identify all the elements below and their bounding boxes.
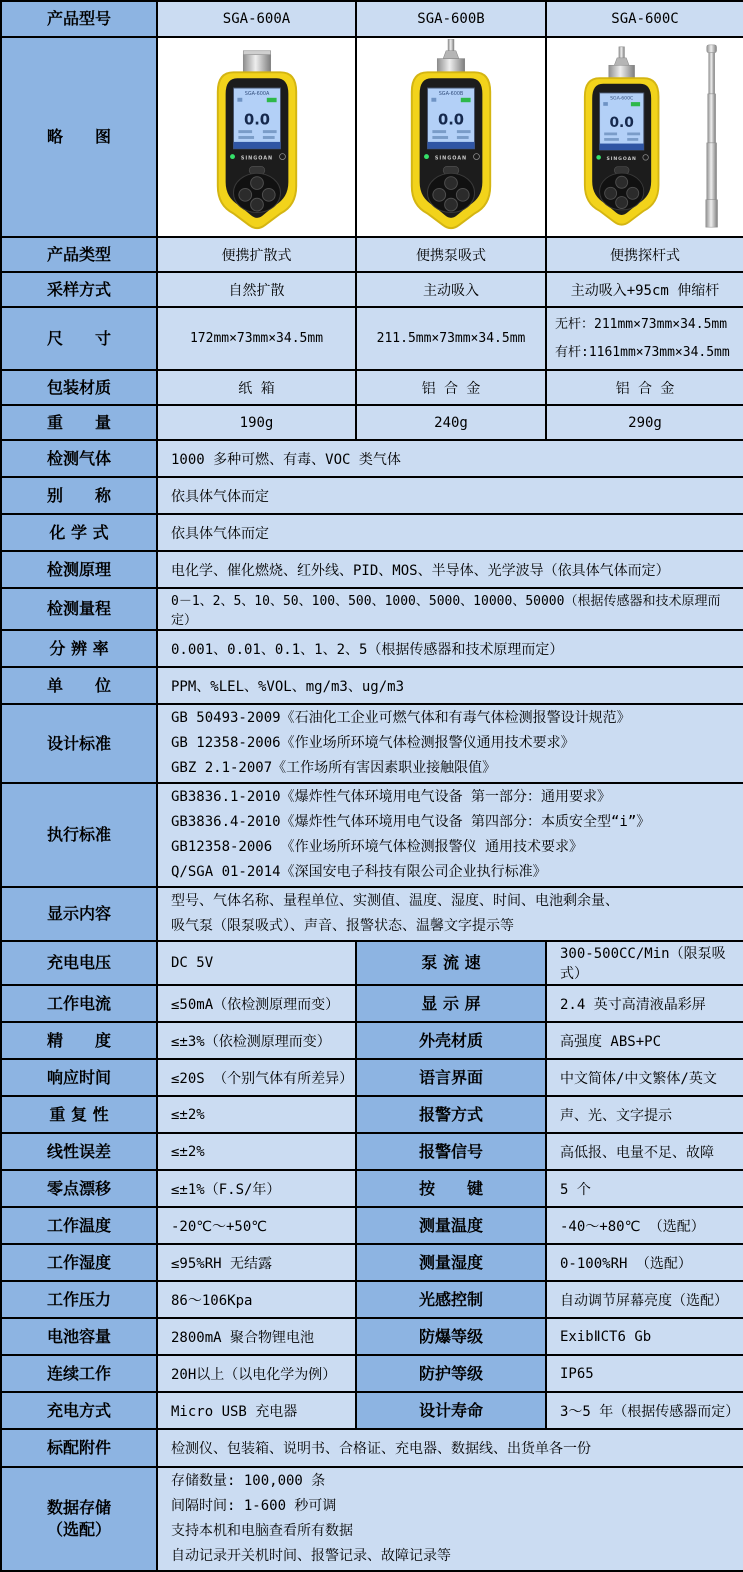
spec-label: 执行标准 bbox=[1, 783, 157, 887]
spec-value: 主动吸入 bbox=[356, 272, 546, 307]
spec-value: 高低报、电量不足、故障 bbox=[546, 1133, 743, 1170]
standard-line: GB3836.1-2010《爆炸性气体环境用电气设备 第一部分：通用要求》 bbox=[171, 789, 612, 805]
spec-value: DC 5V bbox=[157, 941, 356, 985]
spec-label: 充电电压 bbox=[1, 941, 157, 985]
telescopic-rod bbox=[706, 45, 718, 227]
spec-value bbox=[157, 783, 743, 887]
display-content-line: 型号、气体名称、量程单位、实测值、温度、湿度、时间、电池剩余量、 bbox=[171, 893, 619, 909]
row-work-temp-measure-temp bbox=[1, 1207, 743, 1244]
spec-label: 报警方式 bbox=[356, 1096, 546, 1133]
row-linearity-alarm-signal bbox=[1, 1133, 743, 1170]
spec-value: ExibⅡCT6 Gb bbox=[546, 1318, 743, 1355]
right-button-shape bbox=[627, 187, 639, 199]
spec-label: 包装材质 bbox=[1, 370, 157, 405]
row-dimensions bbox=[1, 307, 743, 370]
spec-value: ≤±2% bbox=[157, 1096, 356, 1133]
row-sketch bbox=[1, 37, 743, 237]
spec-value: IP65 bbox=[546, 1355, 743, 1392]
lcd-info-bar bbox=[627, 133, 640, 136]
spec-label: 泵 流 速 bbox=[356, 941, 546, 985]
spec-label: 显 示 屏 bbox=[356, 985, 546, 1022]
spec-value: 自动调节屏幕亮度（选配） bbox=[546, 1281, 743, 1318]
spec-label: 响应时间 bbox=[1, 1059, 157, 1096]
spec-value: 便携扩散式 bbox=[157, 237, 356, 272]
dimension-line: 无杆：211mm×73mm×34.5mm bbox=[555, 316, 728, 332]
spec-value: 纸 箱 bbox=[157, 370, 356, 405]
standard-line: GB3836.4-2010《爆炸性气体环境用电气设备 第四部分：本质安全型“i”》 bbox=[171, 814, 651, 830]
spec-value: 5 个 bbox=[546, 1170, 743, 1207]
row-display-content bbox=[1, 887, 743, 941]
lcd-info-bar bbox=[238, 130, 252, 133]
rod-cap bbox=[707, 45, 717, 53]
spec-label: 线性误差 bbox=[1, 1133, 157, 1170]
probe-collar bbox=[614, 58, 629, 65]
spec-value: 0-100%RH （选配） bbox=[546, 1244, 743, 1281]
lcd-reading: 0.0 bbox=[437, 111, 465, 129]
spec-label: 电池容量 bbox=[1, 1318, 157, 1355]
spec-value: 高强度 ABS+PC bbox=[546, 1022, 743, 1059]
device-group bbox=[585, 47, 659, 225]
storage-line: 存储数量: 100,000 条 bbox=[171, 1473, 326, 1489]
spec-value: 20H以上（以电化学为例） bbox=[157, 1355, 356, 1392]
rod-segment bbox=[709, 53, 715, 94]
lcd-info-bar bbox=[238, 136, 254, 139]
lcd-model-text: SGA-600C bbox=[610, 96, 634, 102]
spec-label: 精 度 bbox=[1, 1022, 157, 1059]
enter-button-shape bbox=[616, 197, 628, 209]
spec-label: 光感控制 bbox=[356, 1281, 546, 1318]
standard-line: GB12358-2006 《作业场所环境气体检测报警仪 通用技术要求》 bbox=[171, 839, 584, 855]
rod-segment bbox=[708, 94, 716, 143]
spec-value: 2800mA 聚合物锂电池 bbox=[157, 1318, 356, 1355]
spec-value: Micro USB 充电器 bbox=[157, 1392, 356, 1429]
spec-value bbox=[546, 307, 743, 370]
row-alias bbox=[1, 477, 743, 514]
up-button-shape bbox=[616, 176, 628, 188]
model-b: SGA-600B bbox=[356, 1, 546, 37]
brand-text: SINGOAN bbox=[434, 155, 468, 162]
right-button-shape bbox=[456, 188, 469, 201]
row-packaging bbox=[1, 370, 743, 405]
spec-label: 设计标准 bbox=[1, 704, 157, 783]
lcd-status-bar bbox=[427, 142, 474, 149]
spec-value: ≤±3%（依检测原理而变） bbox=[157, 1022, 356, 1059]
row-repeatability-alarm-mode bbox=[1, 1096, 743, 1133]
row-detect-principle bbox=[1, 551, 743, 588]
spec-label: 防爆等级 bbox=[356, 1318, 546, 1355]
spec-value: 290g bbox=[546, 405, 743, 440]
lcd-status-bar bbox=[600, 144, 644, 150]
led-icon bbox=[230, 154, 235, 159]
spec-label: 语言界面 bbox=[356, 1059, 546, 1096]
spec-value: ≤50mA（依检测原理而变） bbox=[157, 985, 356, 1022]
storage-line: 间隔时间: 1-600 秒可调 bbox=[171, 1498, 337, 1514]
spec-value: 211.5mm×73mm×34.5mm bbox=[356, 307, 546, 370]
up-button-shape bbox=[250, 177, 263, 190]
row-charge-voltage-pump-flow bbox=[1, 941, 743, 985]
spec-value: 铝 合 金 bbox=[546, 370, 743, 405]
row-zero-drift-keys bbox=[1, 1170, 743, 1207]
row-charge-method-design-life bbox=[1, 1392, 743, 1429]
battery-icon bbox=[461, 98, 471, 102]
sketch-row-label: 略 图 bbox=[1, 37, 157, 237]
spec-label: 工作温度 bbox=[1, 1207, 157, 1244]
row-response-language bbox=[1, 1059, 743, 1096]
spec-label: 工作压力 bbox=[1, 1281, 157, 1318]
spec-value: 3～5 年（根据传感器而定） bbox=[546, 1392, 743, 1429]
storage-line: 自动记录开关机时间、报警记录、故障记录等 bbox=[171, 1548, 451, 1564]
row-detect-gas bbox=[1, 440, 743, 477]
enter-button-shape bbox=[250, 198, 263, 211]
storage-label-line: 数据存储 bbox=[46, 1498, 111, 1518]
speaker-icon bbox=[431, 98, 436, 102]
spec-label: 重 量 bbox=[1, 405, 157, 440]
spec-value: 依具体气体而定 bbox=[157, 514, 743, 551]
spec-value: 声、光、文字提示 bbox=[546, 1096, 743, 1133]
row-model bbox=[1, 1, 743, 37]
spec-value: ≤95%RH 无结露 bbox=[157, 1244, 356, 1281]
lcd-info-bar bbox=[604, 138, 619, 141]
rod-segment bbox=[706, 200, 718, 227]
standard-line: Q/SGA 01-2014《深国安电子科技有限公司企业执行标准》 bbox=[171, 864, 547, 880]
lcd-reading: 0.0 bbox=[243, 111, 270, 129]
spec-value: PPM、%LEL、%VOL、mg/m3、ug/m3 bbox=[157, 667, 743, 704]
lcd-info-bar bbox=[457, 130, 471, 133]
lcd-reading: 0.0 bbox=[609, 114, 634, 131]
dimension-line: 有杆:1161mm×73mm×34.5mm bbox=[555, 344, 730, 360]
brand-text: SINGOAN bbox=[240, 155, 273, 162]
battery-icon bbox=[266, 98, 276, 102]
lcd-model-text: SGA-600B bbox=[438, 90, 464, 97]
spec-value: 依具体气体而定 bbox=[157, 477, 743, 514]
spec-label: 工作电流 bbox=[1, 985, 157, 1022]
row-design-standard bbox=[1, 704, 743, 783]
gas-detector-a-illustration bbox=[167, 39, 347, 235]
spec-value bbox=[157, 1467, 743, 1571]
spec-label: 充电方式 bbox=[1, 1392, 157, 1429]
standard-line: GBZ 2.1-2007《工作场所有害因素职业接触限值》 bbox=[171, 760, 497, 776]
spec-value: ≤±2% bbox=[157, 1133, 356, 1170]
spec-value: 300-500CC/Min（限泵吸式） bbox=[546, 941, 743, 985]
row-exec-standard bbox=[1, 783, 743, 887]
model-a: SGA-600A bbox=[157, 1, 356, 37]
spec-label: 测量温度 bbox=[356, 1207, 546, 1244]
spec-value: 电化学、催化燃烧、红外线、PID、MOS、半导体、光学波导（依具体气体而定） bbox=[157, 551, 743, 588]
left-button-shape bbox=[605, 187, 617, 199]
spec-label: 按 键 bbox=[356, 1170, 546, 1207]
row-current-screen bbox=[1, 985, 743, 1022]
spec-label: 检测量程 bbox=[1, 588, 157, 630]
spec-value bbox=[157, 704, 743, 783]
spec-label: 测量湿度 bbox=[356, 1244, 546, 1281]
product-image-a bbox=[157, 37, 356, 237]
spec-value bbox=[157, 887, 743, 941]
lcd-info-bar bbox=[262, 130, 276, 133]
lcd-info-bar bbox=[627, 138, 638, 141]
row-detect-range bbox=[1, 588, 743, 630]
spec-label: 分 辨 率 bbox=[1, 630, 157, 667]
spec-label: 检测原理 bbox=[1, 551, 157, 588]
spec-value: -20℃～+50℃ bbox=[157, 1207, 356, 1244]
row-accessories bbox=[1, 1429, 743, 1467]
left-button-shape bbox=[433, 188, 446, 201]
spec-label: 重 复 性 bbox=[1, 1096, 157, 1133]
spec-label: 设计寿命 bbox=[356, 1392, 546, 1429]
spec-value: 0.001、0.01、0.1、1、2、5（根据传感器和技术原理而定） bbox=[157, 630, 743, 667]
row-accuracy-shell bbox=[1, 1022, 743, 1059]
spec-value: 便携探杆式 bbox=[546, 237, 743, 272]
rod-segment bbox=[707, 143, 717, 200]
standard-line: GB 50493-2009《石油化工企业可燃气体和有毒气体检测报警设计规范》 bbox=[171, 710, 631, 726]
spec-value: 自然扩散 bbox=[157, 272, 356, 307]
spec-value: 0－1、2、5、10、50、100、500、1000、5000、10000、50000（根据传感器和技术原理而定） bbox=[157, 588, 743, 630]
spec-value: 铝 合 金 bbox=[356, 370, 546, 405]
speaker-icon bbox=[237, 98, 242, 102]
row-chemical-formula bbox=[1, 514, 743, 551]
battery-icon bbox=[631, 102, 640, 106]
spec-label: 产品类型 bbox=[1, 237, 157, 272]
row-data-storage bbox=[1, 1467, 743, 1571]
standard-line: GB 12358-2006《作业场所环境气体检测报警仪通用技术要求》 bbox=[171, 735, 575, 751]
row-continuous-work-protection bbox=[1, 1355, 743, 1392]
lcd-info-bar bbox=[262, 136, 274, 139]
left-button-shape bbox=[238, 188, 251, 201]
up-button-shape bbox=[445, 177, 458, 190]
row-units bbox=[1, 667, 743, 704]
spec-value: ≤±1%（F.S/年） bbox=[157, 1170, 356, 1207]
spec-label: 工作湿度 bbox=[1, 1244, 157, 1281]
lcd-status-bar bbox=[233, 142, 280, 149]
spec-label: 单 位 bbox=[1, 667, 157, 704]
spec-label: 别 称 bbox=[1, 477, 157, 514]
row-product-type bbox=[1, 237, 743, 272]
spec-label: 外壳材质 bbox=[356, 1022, 546, 1059]
spec-value: ≤20S （个别气体有所差异） bbox=[157, 1059, 356, 1096]
lcd-model-text: SGA-600A bbox=[244, 90, 269, 97]
led-icon bbox=[596, 155, 601, 160]
product-image-b bbox=[356, 37, 546, 237]
spec-value: 86～106Kpa bbox=[157, 1281, 356, 1318]
lcd-info-bar bbox=[457, 136, 469, 139]
spec-label: 采样方式 bbox=[1, 272, 157, 307]
model-c: SGA-600C bbox=[546, 1, 743, 37]
spec-label: 零点漂移 bbox=[1, 1170, 157, 1207]
spec-label: 化 学 式 bbox=[1, 514, 157, 551]
spec-label: 连续工作 bbox=[1, 1355, 157, 1392]
spec-value: 2.4 英寸高清液晶彩屏 bbox=[546, 985, 743, 1022]
lcd-info-bar bbox=[432, 136, 448, 139]
spec-label: 防护等级 bbox=[356, 1355, 546, 1392]
led-icon bbox=[424, 154, 429, 159]
enter-button-shape bbox=[445, 198, 458, 211]
spec-value: 190g bbox=[157, 405, 356, 440]
row-resolution bbox=[1, 630, 743, 667]
storage-line: 支持本机和电脑查看所有数据 bbox=[171, 1523, 353, 1539]
gas-detector-b-illustration bbox=[361, 39, 541, 235]
brand-text: SINGOAN bbox=[606, 157, 637, 163]
lcd-info-bar bbox=[604, 133, 617, 136]
row-battery-explosion-proof bbox=[1, 1318, 743, 1355]
right-button-shape bbox=[262, 188, 275, 201]
spec-value: 检测仪、包装箱、说明书、合格证、充电器、数据线、出货单各一份 bbox=[157, 1429, 743, 1467]
display-content-line: 吸气泵（限泵吸式）、声音、报警状态、温馨文字提示等 bbox=[171, 918, 514, 934]
spec-value: 172mm×73mm×34.5mm bbox=[157, 307, 356, 370]
product-image-c bbox=[546, 37, 743, 237]
spec-label: 显示内容 bbox=[1, 887, 157, 941]
spec-label: 报警信号 bbox=[356, 1133, 546, 1170]
spec-value: 便携泵吸式 bbox=[356, 237, 546, 272]
spec-label: 尺 寸 bbox=[1, 307, 157, 370]
model-row-label: 产品型号 bbox=[1, 1, 157, 37]
storage-label-line: （选配） bbox=[46, 1520, 111, 1539]
row-weight bbox=[1, 405, 743, 440]
spec-label bbox=[1, 1467, 157, 1571]
lcd-info-bar bbox=[432, 130, 446, 133]
gas-detector-c-illustration bbox=[550, 39, 740, 235]
row-work-humidity-measure-humidity bbox=[1, 1244, 743, 1281]
spec-value: -40～+80℃ （选配） bbox=[546, 1207, 743, 1244]
spec-value: 中文简体/中文繁体/英文 bbox=[546, 1059, 743, 1096]
spec-label: 检测气体 bbox=[1, 440, 157, 477]
spec-value: 1000 多种可燃、有毒、VOC 类气体 bbox=[157, 440, 743, 477]
row-sampling bbox=[1, 272, 743, 307]
row-pressure-light-control bbox=[1, 1281, 743, 1318]
spec-value: 主动吸入+95cm 伸缩杆 bbox=[546, 272, 743, 307]
spec-label: 标配附件 bbox=[1, 1429, 157, 1467]
spec-value: 240g bbox=[356, 405, 546, 440]
speaker-icon bbox=[603, 102, 608, 106]
probe-collar bbox=[443, 51, 459, 59]
